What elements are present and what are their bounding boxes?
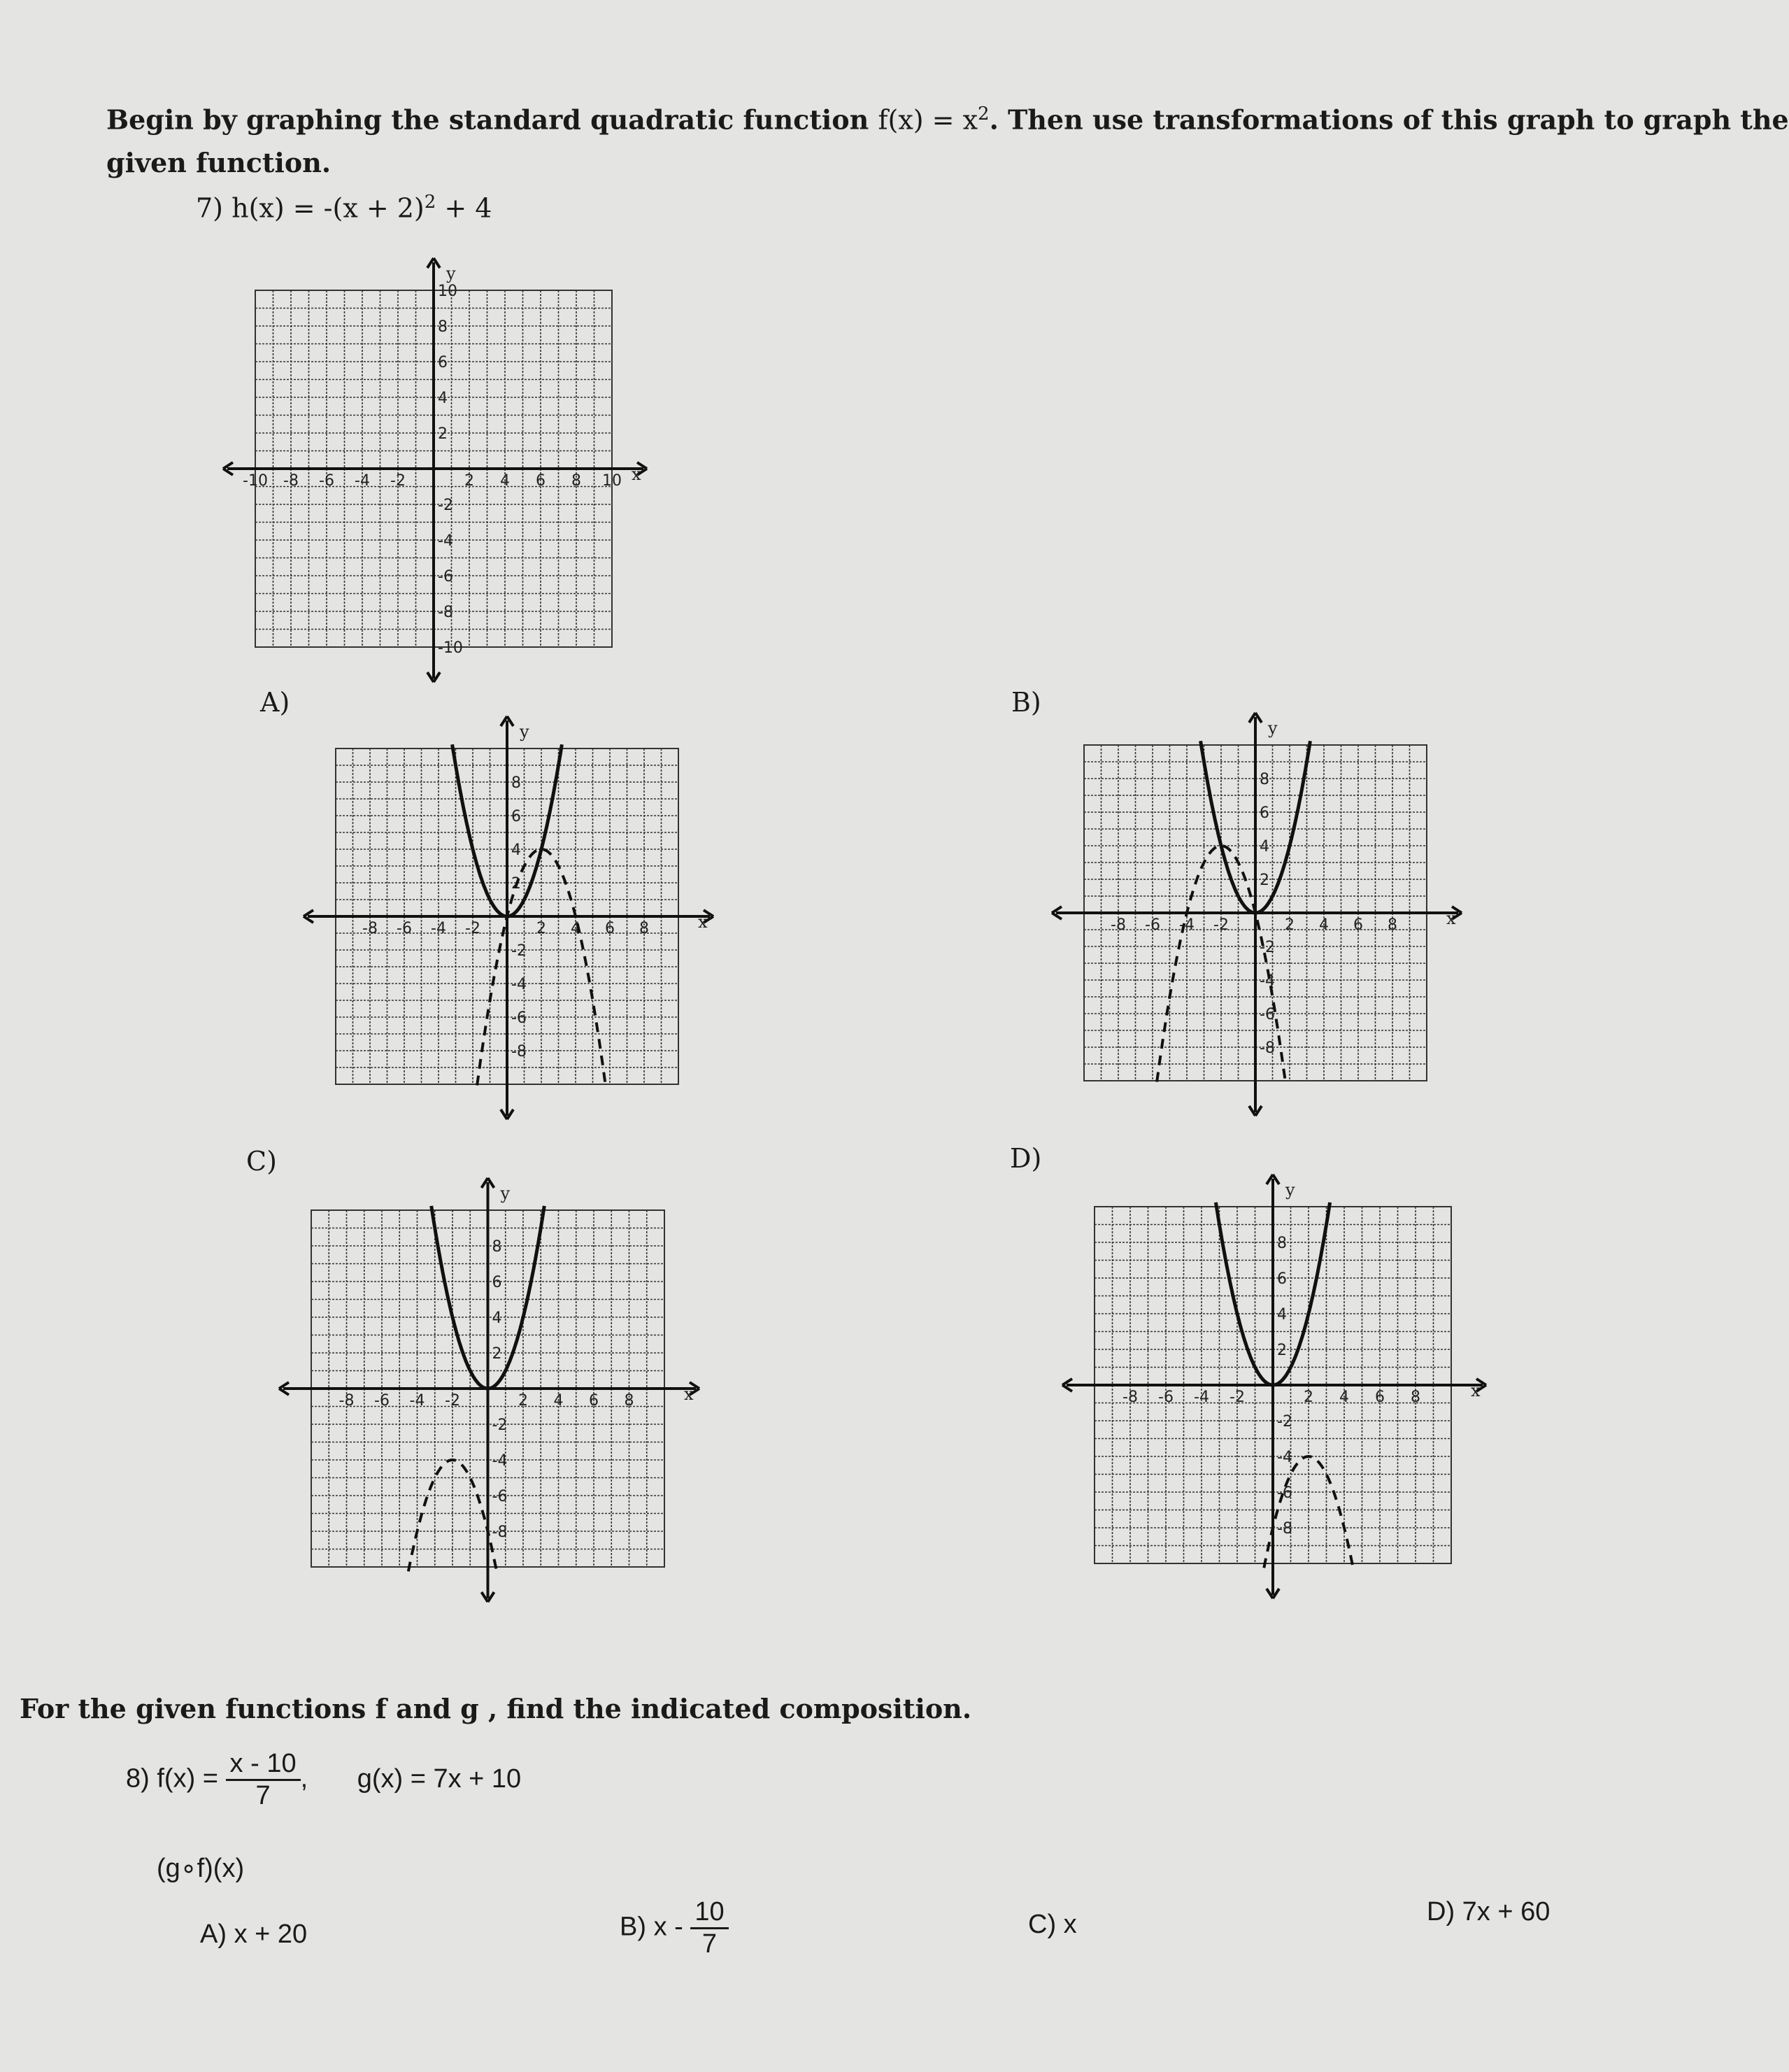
choice-c-x-axis-label: x xyxy=(684,1384,694,1404)
instruction-function: f(x) = x xyxy=(878,104,978,136)
instruction-function-exponent: 2 xyxy=(978,104,990,125)
problem-8-f-lhs: f(x) = xyxy=(157,1764,218,1794)
choice-d-label: D) xyxy=(1010,1143,1042,1174)
choice-c-x-tick-label: -2 xyxy=(445,1392,460,1410)
choice-c-x-tick-label: 4 xyxy=(553,1392,564,1410)
answer-d-text: 7x + 60 xyxy=(1462,1897,1551,1926)
choice-b-x-tick-label: 4 xyxy=(1319,916,1329,934)
choice-d-y-tick-label: 2 xyxy=(1277,1342,1287,1359)
blank-graph-y-tick-label: 4 xyxy=(438,390,448,407)
answer-c-text: x xyxy=(1063,1910,1077,1939)
answer-a-label: A) xyxy=(200,1920,227,1949)
choice-d-y-tick-label: -6 xyxy=(1277,1484,1292,1502)
choice-b-x-tick-label: -4 xyxy=(1179,916,1195,934)
choice-c-x-tick-label: -6 xyxy=(374,1392,390,1410)
choice-a-x-tick-label: -6 xyxy=(397,920,412,937)
choice-a-x-tick-label: 8 xyxy=(639,920,649,937)
choice-c-y-tick-label: 8 xyxy=(492,1238,502,1256)
blank-graph-y-tick-label: -6 xyxy=(438,568,453,586)
answer-b-numerator: 10 xyxy=(690,1897,728,1929)
choice-b-x-tick-label: -8 xyxy=(1111,916,1126,934)
choice-b-x-tick-label: 2 xyxy=(1285,916,1295,934)
instruction-line-2: given function. xyxy=(106,147,332,178)
instruction-text-a: Begin by graphing the standard quadratic function xyxy=(106,104,878,136)
choice-a-x-tick-label: 4 xyxy=(571,920,580,937)
choice-d-x-axis-label: x xyxy=(1471,1381,1481,1400)
blank-graph-y-tick-label: -2 xyxy=(438,497,453,514)
choice-c-y-tick-label: -4 xyxy=(492,1452,508,1470)
choice-b-y-tick-label: 2 xyxy=(1260,872,1269,889)
blank-graph-x-tick-label: 4 xyxy=(500,472,510,490)
blank-graph-x-tick-label: -6 xyxy=(319,472,334,490)
choice-c-y-tick-label: -2 xyxy=(492,1417,508,1434)
problem-8-f-fraction xyxy=(226,1749,301,1811)
choice-b-graph[interactable] xyxy=(1042,703,1476,1130)
choice-d-x-tick-label: 8 xyxy=(1411,1389,1420,1406)
choice-d-y-tick-label: 6 xyxy=(1277,1270,1287,1288)
choice-d-x-tick-label: -8 xyxy=(1122,1389,1138,1406)
blank-coordinate-grid xyxy=(231,264,650,689)
choice-b-y-tick-label: 4 xyxy=(1260,838,1269,856)
blank-graph-y-tick-label: 6 xyxy=(438,354,448,371)
problem-8-composition: (g∘f)(x) xyxy=(157,1854,245,1883)
blank-graph-y-tick-label: 2 xyxy=(438,425,448,443)
choice-c-label: C) xyxy=(246,1146,277,1177)
choice-a-y-tick-label: 4 xyxy=(511,842,521,859)
blank-graph-y-tick-label: -10 xyxy=(438,639,463,657)
choice-a-y-tick-label: 6 xyxy=(511,808,521,825)
answer-b-fraction xyxy=(690,1897,728,1959)
choice-d-x-tick-label: 4 xyxy=(1339,1389,1349,1406)
choice-d-x-tick-label: 6 xyxy=(1375,1389,1385,1406)
choice-d-x-tick-label: -6 xyxy=(1158,1389,1174,1406)
choice-a-y-tick-label: -2 xyxy=(511,942,527,960)
choice-a-graph[interactable] xyxy=(294,707,727,1133)
choice-a-x-tick-label: 2 xyxy=(536,920,546,937)
choice-b-y-tick-label: -6 xyxy=(1260,1006,1275,1023)
blank-graph-x-tick-label: -4 xyxy=(355,472,370,490)
problem-8-g-definition: g(x) = 7x + 10 xyxy=(357,1764,522,1794)
choice-b-x-tick-label: 8 xyxy=(1388,916,1397,934)
answer-c[interactable] xyxy=(1028,1910,1077,1940)
problem-7-expression: h(x) = -(x + 2) xyxy=(231,192,425,224)
choice-d-x-tick-label: -4 xyxy=(1194,1389,1209,1406)
problem-8-f-numerator: x - 10 xyxy=(226,1749,301,1781)
blank-graph-x-tick-label: 6 xyxy=(536,472,546,490)
choice-d-y-tick-label: 8 xyxy=(1277,1235,1287,1252)
choice-a-y-tick-label: -4 xyxy=(511,976,527,993)
choice-d-y-tick-label: -4 xyxy=(1277,1449,1292,1466)
answer-d[interactable] xyxy=(1427,1897,1550,1927)
problem-8 xyxy=(126,1749,521,1811)
choice-d-graph[interactable] xyxy=(1053,1165,1500,1612)
choice-c-graph[interactable] xyxy=(269,1168,713,1616)
answer-b[interactable] xyxy=(620,1897,729,1959)
choice-c-y-tick-label: 4 xyxy=(492,1310,502,1327)
choice-b-y-tick-label: -8 xyxy=(1260,1039,1275,1057)
problem-7 xyxy=(196,192,492,224)
answer-d-label: D) xyxy=(1427,1897,1455,1926)
choice-b-label: B) xyxy=(1011,687,1041,718)
choice-b-x-tick-label: -6 xyxy=(1145,916,1160,934)
choice-a-label: A) xyxy=(260,687,290,718)
choice-c-y-tick-label: -6 xyxy=(492,1488,508,1505)
choice-a-y-tick-label: 2 xyxy=(511,875,521,893)
choice-c-y-tick-label: 2 xyxy=(492,1345,502,1363)
instruction-line-1 xyxy=(106,104,1789,136)
choice-c-x-tick-label: -4 xyxy=(409,1392,425,1410)
choice-d-y-tick-label: -2 xyxy=(1277,1413,1292,1431)
problem-8-f-denominator: 7 xyxy=(255,1781,271,1810)
blank-graph-x-tick-label: 2 xyxy=(464,472,474,490)
blank-graph-x-tick-label: -2 xyxy=(390,472,406,490)
choice-a-x-tick-label: -2 xyxy=(465,920,480,937)
choice-b-y-tick-label: -2 xyxy=(1260,939,1275,956)
choice-c-x-tick-label: 6 xyxy=(589,1392,599,1410)
answer-b-label: B) xyxy=(620,1912,646,1942)
problem-7-expression-tail: + 4 xyxy=(436,192,492,224)
choice-b-y-axis-label: y xyxy=(1268,718,1278,738)
blank-graph-x-tick-label: 8 xyxy=(571,472,581,490)
choice-c-y-tick-label: 6 xyxy=(492,1274,502,1291)
blank-graph-y-tick-label: 8 xyxy=(438,318,448,336)
problem-8-number: 8) xyxy=(126,1764,150,1794)
problem-7-exponent: 2 xyxy=(424,192,436,213)
choice-b-y-tick-label: 8 xyxy=(1260,771,1269,788)
instruction-text-b: . Then use transformations of this graph to graph the xyxy=(989,104,1789,136)
choice-b-x-axis-label: x xyxy=(1446,909,1456,928)
choice-a-x-axis-label: x xyxy=(698,912,708,932)
choice-c-y-tick-label: -8 xyxy=(492,1524,508,1541)
choice-d-y-tick-label: -8 xyxy=(1277,1520,1292,1538)
section-2-instruction: For the given functions f and g , find the indicated composition. xyxy=(20,1693,972,1724)
choice-a-y-tick-label: -6 xyxy=(511,1009,527,1027)
blank-graph-x-tick-label: 10 xyxy=(602,472,622,490)
blank-graph-y-tick-label: 10 xyxy=(438,283,457,300)
problem-8-comma: , xyxy=(300,1764,308,1794)
blank-graph-x-tick-label: -8 xyxy=(283,472,299,490)
choice-a-y-axis-label: y xyxy=(520,722,529,741)
choice-d-y-axis-label: y xyxy=(1285,1180,1295,1200)
problem-7-number: 7) xyxy=(196,192,224,224)
choice-b-x-tick-label: -2 xyxy=(1213,916,1229,934)
blank-graph-y-tick-label: -4 xyxy=(438,532,453,550)
answer-c-label: C) xyxy=(1028,1910,1057,1939)
choice-c-y-axis-label: y xyxy=(500,1184,511,1203)
choice-c-x-tick-label: -8 xyxy=(338,1392,355,1410)
choice-d-x-tick-label: -2 xyxy=(1230,1389,1245,1406)
choice-a-x-tick-label: -4 xyxy=(431,920,446,937)
choice-c-x-tick-label: 8 xyxy=(624,1392,634,1410)
choice-d-x-tick-label: 2 xyxy=(1304,1389,1313,1406)
choice-b-y-tick-label: 6 xyxy=(1260,804,1269,822)
choice-d-y-tick-label: 4 xyxy=(1277,1306,1287,1324)
choice-a-x-tick-label: 6 xyxy=(605,920,615,937)
blank-graph-y-tick-label: -8 xyxy=(438,604,453,621)
blank-graph-x-axis-label: x xyxy=(632,464,641,484)
choice-c-x-tick-label: 2 xyxy=(518,1392,528,1410)
blank-graph-y-axis-label: y xyxy=(446,264,456,283)
choice-a-x-tick-label: -8 xyxy=(362,920,378,937)
choice-b-y-tick-label: -4 xyxy=(1260,972,1275,990)
choice-a-y-tick-label: 8 xyxy=(511,774,521,792)
choice-b-x-tick-label: 6 xyxy=(1353,916,1363,934)
blank-graph-x-tick-label: -10 xyxy=(243,472,268,490)
answer-b-denominator: 7 xyxy=(701,1929,718,1959)
answer-b-text: x - xyxy=(653,1912,683,1942)
choice-a-y-tick-label: -8 xyxy=(511,1043,527,1060)
answer-a-text: x + 20 xyxy=(234,1920,308,1949)
answer-a[interactable] xyxy=(200,1920,307,1950)
